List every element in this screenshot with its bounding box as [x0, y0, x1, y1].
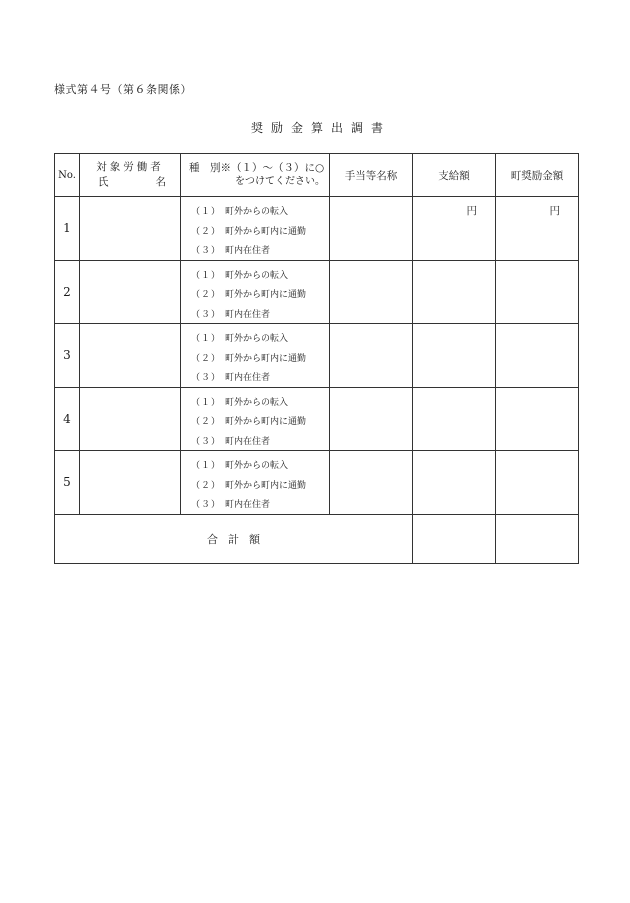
kind-options-cell	[181, 260, 330, 324]
option-label: 町外からの転入	[225, 207, 289, 218]
option-code: （２）	[191, 480, 222, 491]
table-row	[55, 387, 579, 451]
payment-amount-cell[interactable]	[413, 387, 496, 451]
worker-name-cell[interactable]	[80, 260, 181, 324]
document-title: 奨励金算出調書	[250, 121, 391, 135]
kind-option[interactable]	[191, 328, 329, 348]
total-payment-cell[interactable]	[413, 514, 496, 563]
header-kind-line2: をつけてください。	[235, 176, 325, 187]
total-label: 合計額	[55, 514, 413, 563]
kind-option[interactable]	[191, 431, 329, 451]
kind-option[interactable]	[191, 367, 329, 387]
option-label: 町外から町内に通勤	[225, 417, 307, 428]
payment-amount-cell[interactable]	[413, 451, 496, 515]
kind-options-cell	[181, 451, 330, 515]
option-code: （２）	[191, 417, 222, 428]
allowance-name-cell[interactable]	[330, 260, 413, 324]
option-code: （１）	[191, 397, 222, 408]
payment-amount-cell[interactable]	[413, 260, 496, 324]
option-label: 町内在住者	[225, 373, 271, 384]
worker-name-cell[interactable]	[80, 197, 181, 261]
town-incentive-cell[interactable]	[496, 387, 579, 451]
option-label: 町外から町内に通勤	[225, 353, 307, 364]
kind-option[interactable]	[191, 265, 329, 285]
header-kind	[181, 154, 330, 197]
kind-option[interactable]	[191, 201, 329, 221]
option-code: （２）	[191, 353, 222, 364]
kind-option[interactable]	[191, 348, 329, 368]
row-number: 4	[55, 387, 80, 451]
row-number: 1	[55, 197, 80, 261]
option-label: 町外からの転入	[225, 397, 289, 408]
kind-option[interactable]	[191, 494, 329, 514]
allowance-name-cell[interactable]	[330, 197, 413, 261]
kind-option[interactable]	[191, 284, 329, 304]
town-incentive-cell[interactable]	[496, 451, 579, 515]
allowance-name-cell[interactable]	[330, 324, 413, 388]
total-town-incentive-cell[interactable]	[496, 514, 579, 563]
total-row	[55, 514, 579, 563]
town-incentive-cell[interactable]	[496, 324, 579, 388]
row-number: 2	[55, 260, 80, 324]
option-label: 町内在住者	[225, 500, 271, 511]
calculation-table	[54, 153, 579, 564]
allowance-name-cell[interactable]	[330, 451, 413, 515]
kind-option[interactable]	[191, 221, 329, 241]
payment-amount-cell[interactable]	[413, 324, 496, 388]
option-label: 町内在住者	[225, 436, 271, 447]
option-code: （１）	[191, 270, 222, 281]
table-row	[55, 260, 579, 324]
row-number: 5	[55, 451, 80, 515]
kind-option[interactable]	[191, 392, 329, 412]
option-code: （３）	[191, 309, 222, 320]
option-code: （３）	[191, 436, 222, 447]
kind-option[interactable]	[191, 455, 329, 475]
header-row	[55, 154, 579, 197]
option-label: 町外からの転入	[225, 334, 289, 345]
option-code: （３）	[191, 500, 222, 511]
table-row	[55, 451, 579, 515]
row-number: 3	[55, 324, 80, 388]
header-payment-amount: 支給額	[413, 154, 496, 197]
header-surname-label: 氏	[98, 176, 109, 188]
kind-option[interactable]	[191, 304, 329, 324]
header-worker-name-line2	[80, 175, 180, 190]
option-label: 町内在住者	[225, 309, 271, 320]
header-given-name-label: 名	[155, 176, 166, 188]
yen-unit: 円	[549, 205, 560, 217]
option-label: 町外から町内に通勤	[225, 290, 307, 301]
worker-name-cell[interactable]	[80, 387, 181, 451]
form-number: 様式第４号（第６条関係）	[54, 83, 192, 96]
town-incentive-cell[interactable]	[496, 260, 579, 324]
kind-option[interactable]	[191, 411, 329, 431]
option-label: 町外から町内に通勤	[225, 226, 307, 237]
option-code: （１）	[191, 334, 222, 345]
worker-name-cell[interactable]	[80, 324, 181, 388]
worker-name-cell[interactable]	[80, 451, 181, 515]
option-code: （３）	[191, 373, 222, 384]
header-worker-name	[80, 154, 181, 197]
table-row	[55, 324, 579, 388]
option-label: 町外から町内に通勤	[225, 480, 307, 491]
town-incentive-cell[interactable]	[496, 197, 579, 261]
kind-option[interactable]	[191, 475, 329, 495]
option-label: 町外からの転入	[225, 270, 289, 281]
allowance-name-cell[interactable]	[330, 387, 413, 451]
kind-options-cell	[181, 324, 330, 388]
kind-options-cell	[181, 387, 330, 451]
payment-amount-cell[interactable]	[413, 197, 496, 261]
option-code: （１）	[191, 207, 222, 218]
header-kind-line1: 種 別※（１）～（３）に○	[189, 162, 325, 174]
option-code: （２）	[191, 226, 222, 237]
yen-unit: 円	[466, 205, 477, 217]
option-code: （３）	[191, 246, 222, 257]
kind-options-cell	[181, 197, 330, 261]
option-code: （１）	[191, 461, 222, 472]
kind-option[interactable]	[191, 240, 329, 260]
option-label: 町内在住者	[225, 246, 271, 257]
header-town-incentive-amount: 町奨励金額	[496, 154, 579, 197]
option-code: （２）	[191, 290, 222, 301]
header-worker-name-line1: 対象労働者	[96, 161, 164, 173]
table-row	[55, 197, 579, 261]
option-label: 町外からの転入	[225, 461, 289, 472]
header-allowance-name: 手当等名称	[330, 154, 413, 197]
header-no: No.	[55, 154, 80, 197]
